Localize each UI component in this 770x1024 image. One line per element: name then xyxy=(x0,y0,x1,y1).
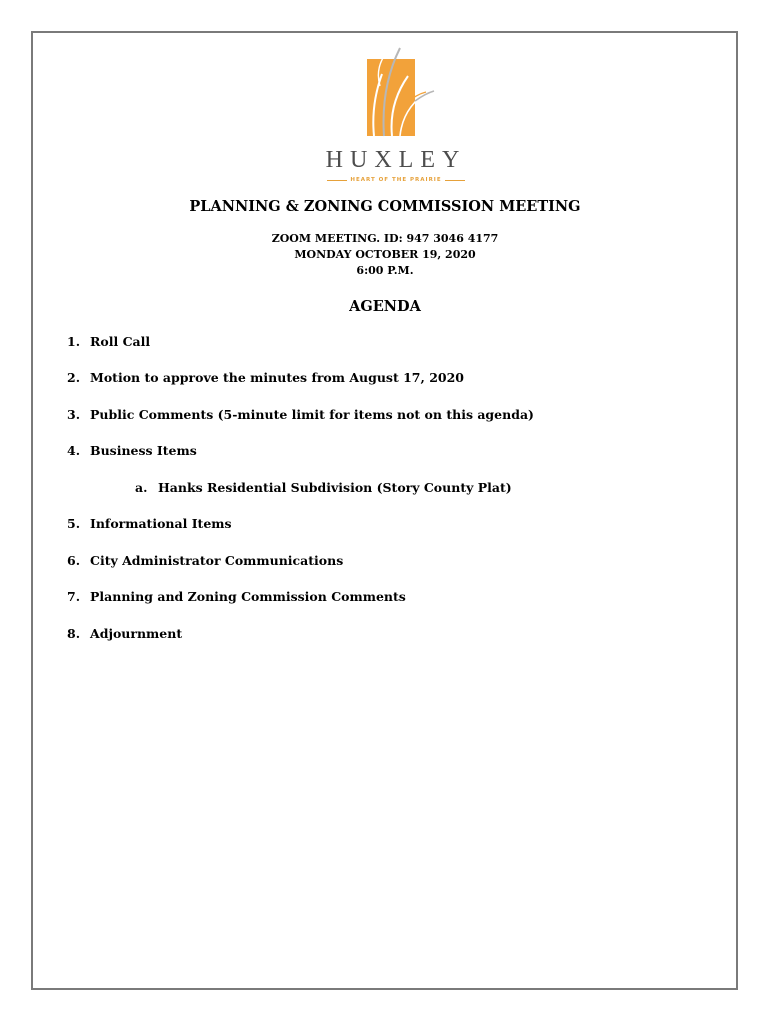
logo-tagline xyxy=(322,174,470,186)
agenda-item-label: Business Items xyxy=(90,443,197,458)
agenda-item-number: 3. xyxy=(67,407,81,422)
prairie-grass-logo-icon xyxy=(322,46,468,142)
agenda-item-informational-items xyxy=(67,515,232,533)
agenda-item-label: Motion to approve the minutes from August 17, 2020 xyxy=(90,370,464,385)
agenda-subitem-label: Hanks Residential Subdivision (Story County Plat) xyxy=(158,480,512,495)
agenda-item-label: Adjournment xyxy=(90,626,183,641)
logo-wordmark: HUXLEY xyxy=(325,147,467,173)
agenda-item-number: 6. xyxy=(67,553,81,568)
agenda-item-public-comments xyxy=(67,406,534,424)
agenda-item-label: Informational Items xyxy=(90,516,232,531)
tagline-rule-right xyxy=(445,180,465,181)
meeting-date: MONDAY OCTOBER 19, 2020 xyxy=(294,248,476,261)
agenda-item-number: 8. xyxy=(67,626,81,641)
huxley-logo xyxy=(322,46,470,186)
agenda-item-number: 2. xyxy=(67,370,81,385)
meeting-time: 6:00 P.M. xyxy=(356,264,414,277)
meeting-info xyxy=(0,231,770,279)
agenda-subitem-letter: a. xyxy=(135,480,148,495)
agenda-item-business-items xyxy=(67,442,197,460)
agenda-item-adjournment xyxy=(67,625,182,643)
agenda-item-number: 1. xyxy=(67,334,81,349)
agenda-item-commission-comments xyxy=(67,588,406,606)
zoom-meeting-id: ZOOM MEETING. ID: 947 3046 4177 xyxy=(271,232,499,245)
agenda-item-label: City Administrator Communications xyxy=(90,553,344,568)
agenda-item-label: Roll Call xyxy=(90,334,151,349)
agenda-item-number: 4. xyxy=(67,443,81,458)
agenda-item-label: Public Comments (5-minute limit for items not on this agenda) xyxy=(90,407,534,422)
agenda-item-roll-call xyxy=(67,333,150,351)
agenda-item-city-administrator xyxy=(67,552,343,570)
agenda-item-number: 7. xyxy=(67,589,81,604)
tagline-rule-left xyxy=(327,180,347,181)
agenda-heading: AGENDA xyxy=(349,298,421,315)
meeting-title: PLANNING & ZONING COMMISSION MEETING xyxy=(189,198,581,215)
agenda-subitem-hanks-subdivision xyxy=(135,479,512,497)
logo-tagline-text: HEART OF THE PRAIRIE xyxy=(350,177,442,183)
agenda-item-approve-minutes xyxy=(67,369,464,387)
agenda-item-number: 5. xyxy=(67,516,81,531)
agenda-item-label: Planning and Zoning Commission Comments xyxy=(90,589,406,604)
